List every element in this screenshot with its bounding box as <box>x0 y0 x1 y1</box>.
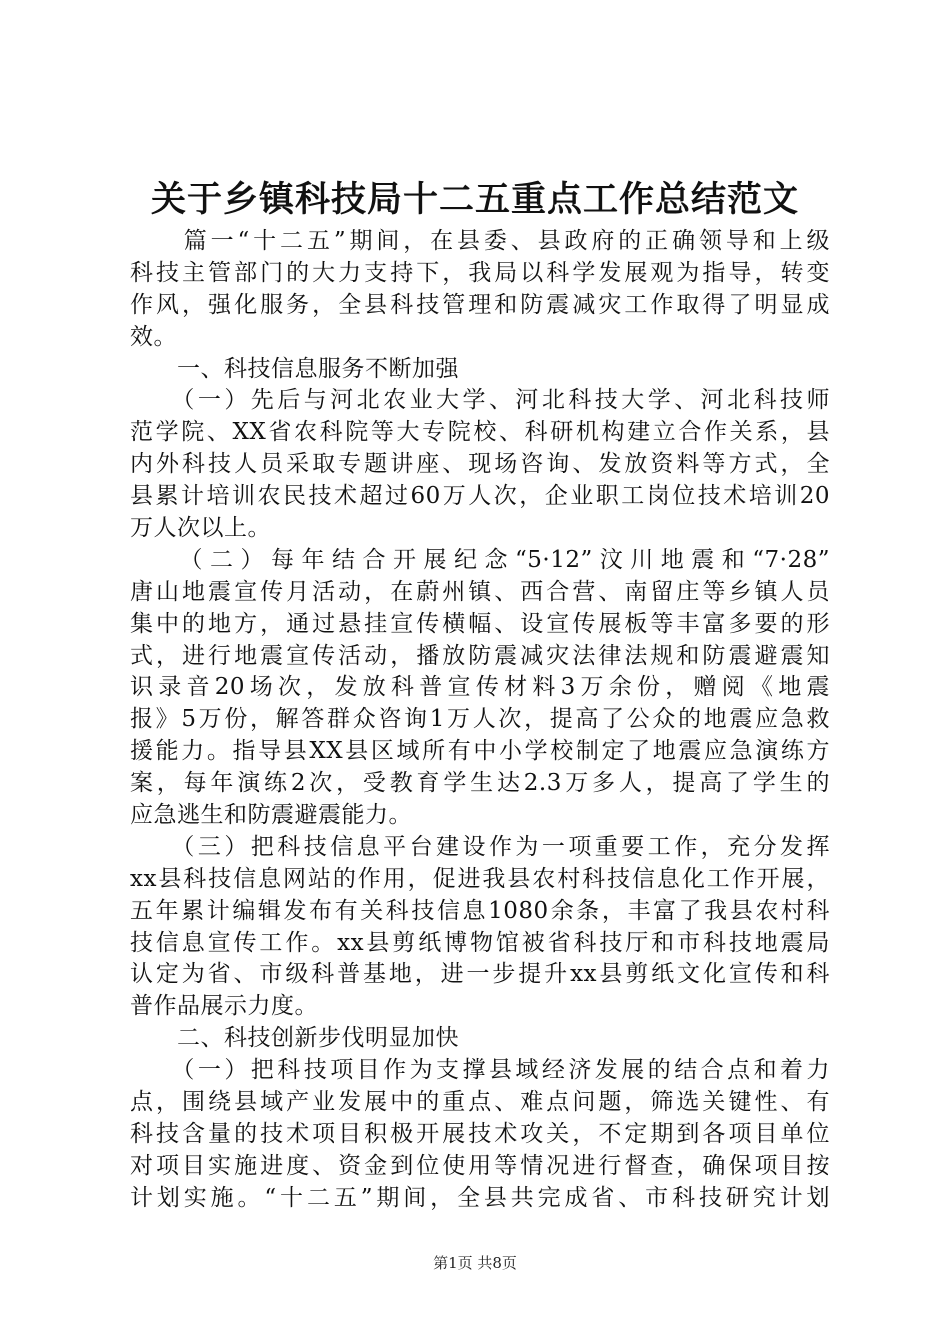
text-line: 唐山地震宣传月活动，在蔚州镇、西合营、南留庄等乡镇人员 <box>130 578 830 605</box>
page-title: 关于乡镇科技局十二五重点工作总结范文 <box>150 179 799 220</box>
text-line: 二、科技创新步伐明显加快 <box>130 1025 459 1052</box>
text-line: （一）把科技项目作为支撑县域经济发展的结合点和着力 <box>130 1057 830 1084</box>
text-line: 技信息宣传工作。xx县剪纸博物馆被省科技厅和市科技地震局 <box>130 929 830 956</box>
text-line: 集中的地方，通过悬挂宣传横幅、设宣传展板等丰富多要的形 <box>130 610 830 637</box>
text-line: 报》5万份，解答群众咨询1万人次，提高了公众的地震应急救 <box>130 706 830 733</box>
text-line: 科技主管部门的大力支持下，我局以科学发展观为指导，转变 <box>130 259 830 286</box>
text-line: 一、科技信息服务不断加强 <box>130 355 459 382</box>
text-line: 计划实施。“十二五”期间，全县共完成省、市科技研究计划 <box>130 1184 830 1211</box>
text-line: 援能力。指导县XX县区域所有中小学校制定了地震应急演练方 <box>130 738 830 765</box>
text-line: 应急逃生和防震避震能力。 <box>130 802 412 829</box>
text-line: 案，每年演练2次，受教育学生达2.3万多人，提高了学生的 <box>130 770 830 797</box>
text-line: 普作品展示力度。 <box>130 993 318 1020</box>
text-line: 效。 <box>130 323 177 350</box>
text-line: 五年累计编辑发布有关科技信息1080余条，丰富了我县农村科 <box>130 897 830 924</box>
document-body <box>130 226 830 1215</box>
text-line: 篇一“十二五”期间，在县委、县政府的正确领导和上级 <box>130 228 830 254</box>
text-line: 县累计培训农民技术超过60万人次，企业职工岗位技术培训20 <box>130 483 830 510</box>
text-line: （二）每年结合开展纪念“5·12”汶川地震和“7·28” <box>130 546 830 573</box>
text-line: 内外科技人员采取专题讲座、现场咨询、发放资料等方式，全 <box>130 451 830 478</box>
text-line: 认定为省、市级科普基地，进一步提升xx县剪纸文化宣传和科 <box>130 961 830 988</box>
text-line: xx县科技信息网站的作用，促进我县农村科技信息化工作开展， <box>130 865 830 892</box>
text-line: 式，进行地震宣传活动，播放防震减灾法律法规和防震避震知 <box>130 642 830 669</box>
text-line: （一）先后与河北农业大学、河北科技大学、河北科技师 <box>130 387 830 414</box>
text-line: 万人次以上。 <box>130 515 271 542</box>
text-line: 作风，强化服务，全县科技管理和防震减灾工作取得了明显成 <box>130 291 830 318</box>
text-line: 识录音20场次，发放科普宣传材料3万余份，赠阅《地震 <box>130 674 830 701</box>
text-line: 范学院、XX省农科院等大专院校、科研机构建立合作关系，县 <box>130 419 830 446</box>
text-line: 点，围绕县域产业发展中的重点、难点问题，筛选关键性、有 <box>130 1089 830 1116</box>
text-line: 科技含量的技术项目积极开展技术攻关，不定期到各项目单位 <box>130 1120 830 1147</box>
page-number-footer: 第1页 共8页 <box>433 1254 517 1272</box>
text-line: （三）把科技信息平台建设作为一项重要工作，充分发挥 <box>130 833 830 860</box>
text-line: 对项目实施进度、资金到位使用等情况进行督查，确保项目按 <box>130 1152 830 1179</box>
